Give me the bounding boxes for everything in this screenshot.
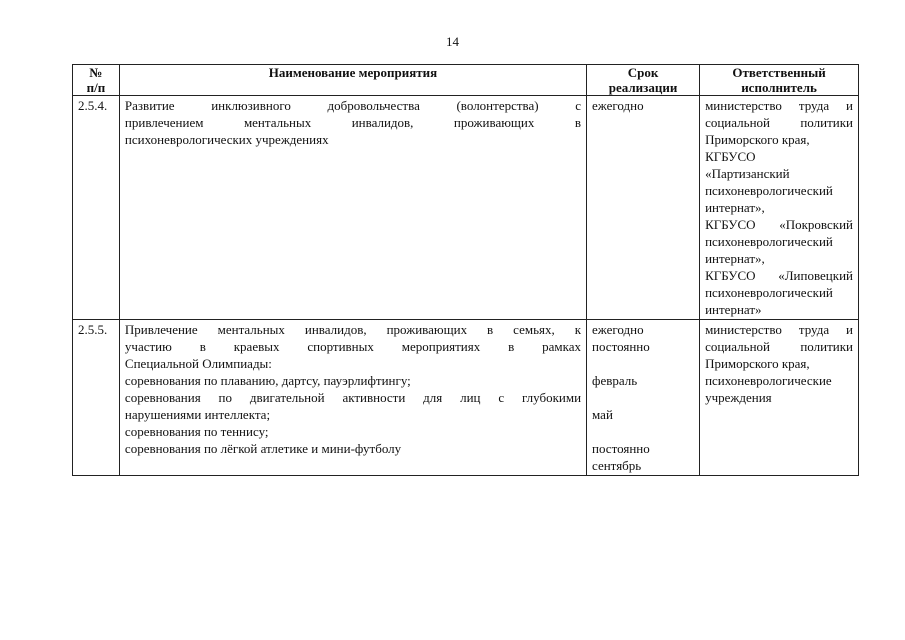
header-row [73, 65, 859, 96]
table-row [73, 320, 859, 476]
page-number: 14 [446, 34, 459, 49]
header-responsible: Ответственный исполнитель [700, 65, 859, 96]
responsible-cell: министерство труда и социальной политики Приморского края, КГБУСО «Партизанский психоневрологический интернат», КГБУСО «Покровский психоневрологический интернат», КГБУСО «Липовецкий психоневрологический интернат» [700, 96, 859, 320]
table-row [73, 96, 859, 320]
activity-name-cell: Развитие инклюзивного добровольчества (волонтерства) с привлечением ментальных инвалидов, проживающих в психоневрологических учреждениях [119, 96, 586, 320]
row-number: 2.5.5. [73, 320, 120, 476]
term-cell: ежегодно [587, 96, 700, 320]
row-number: 2.5.4. [73, 96, 120, 320]
table-header [73, 65, 859, 96]
activities-table [72, 64, 859, 476]
responsible-cell: министерство труда и социальной политики Приморского края, психоневрологические учреждения [700, 320, 859, 476]
header-number: № п/п [73, 65, 120, 96]
term-cell: ежегодно постоянно февраль май постоянно сентябрь [587, 320, 700, 476]
header-term: Срок реализации [587, 65, 700, 96]
header-activity-name: Наименование мероприятия [119, 65, 586, 96]
activity-name-cell: Привлечение ментальных инвалидов, проживающих в семьях, к участию в краевых спортивных мероприятиях в рамках Специальной Олимпиады: соревнования по плаванию, дартсу, пауэрлифтингу; соревнования по двигательной активности для лиц с глубокими нарушениями интеллекта; соревнования по теннису; соревнования по лёгкой атлетике и мини-футболу [119, 320, 586, 476]
